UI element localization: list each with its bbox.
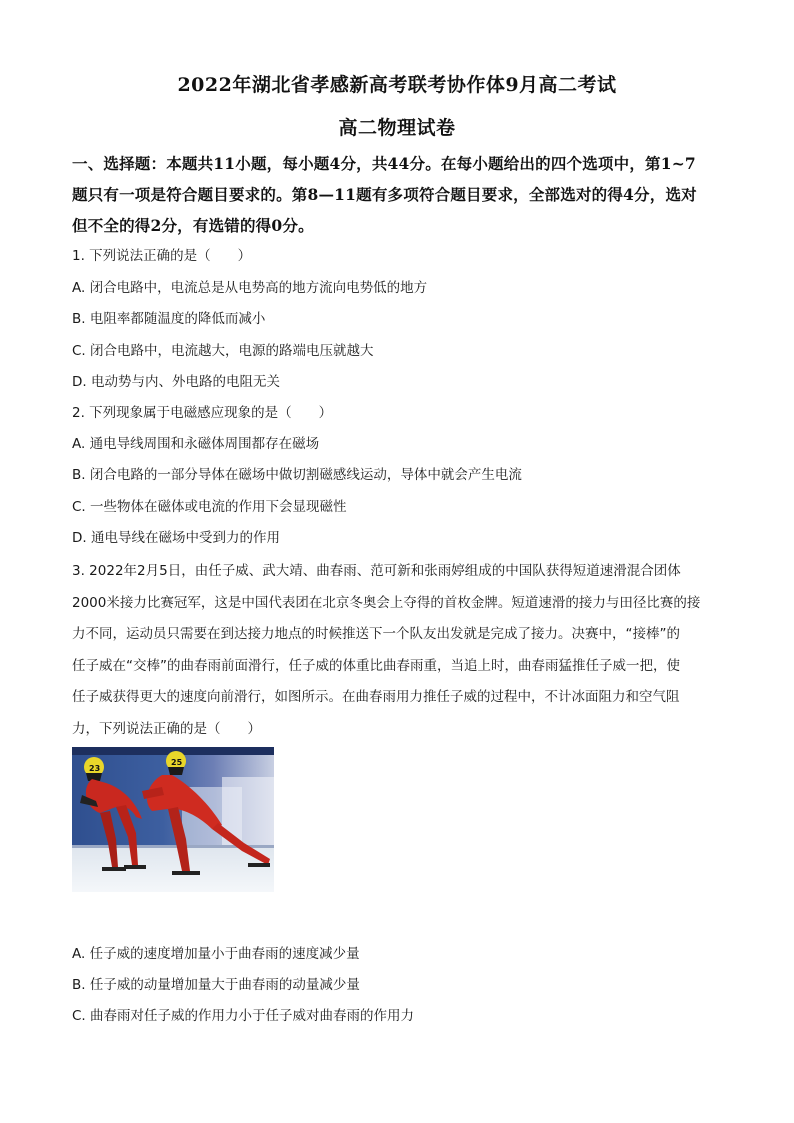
q1-option-a: A. 闭合电路中，电流总是从电势高的地方流向电势低的地方	[72, 280, 428, 296]
skater-number-23: 23	[89, 764, 101, 773]
q3-stem	[72, 556, 724, 745]
q1-option-b: B. 电阻率都随温度的降低而减小	[72, 311, 266, 327]
section-instructions	[72, 148, 724, 241]
q3-line: 任子威在“交棒”的曲春雨前面滑行，任子威的体重比曲春雨重，当追上时，曲春雨猛推任子威一把，使	[72, 657, 680, 674]
q3-option-b: B. 任子威的动量增加量大于曲春雨的动量减少量	[72, 977, 360, 993]
section-line: 一、选择题：本题共11小题，每小题4分，共44分。在每小题给出的四个选项中，第1~7	[72, 154, 696, 173]
q3-option-a: A. 任子威的速度增加量小于曲春雨的速度减少量	[72, 946, 360, 962]
exam-title: 2022年湖北省孝感新高考联考协作体9月高二考试	[177, 74, 617, 96]
q3-line: 任子威获得更大的速度向前滑行，如图所示。在曲春雨用力推任子威的过程中，不计冰面阻力和空气阻	[72, 689, 680, 705]
q3-option-c: C. 曲春雨对任子威的作用力小于任子威对曲春雨的作用力	[72, 1008, 415, 1024]
q2-option-b: B. 闭合电路的一部分导体在磁场中做切割磁感线运动，导体中就会产生电流	[72, 467, 522, 483]
q2-stem: 2. 下列现象属于电磁感应现象的是（ ）	[72, 405, 333, 421]
section-line: 题只有一项是符合题目要求的。第8—11题有多项符合题目要求，全部选对的得4分，选对	[72, 185, 697, 204]
exam-subtitle: 高二物理试卷	[338, 117, 456, 139]
q1-stem: 1. 下列说法正确的是（ ）	[72, 248, 252, 264]
q2-option-d: D. 通电导线在磁场中受到力的作用	[72, 530, 280, 546]
section-line: 但不全的得2分，有选错的得0分。	[72, 216, 314, 235]
speed-skating-photo	[72, 747, 274, 892]
q3-line: 力不同，运动员只需要在到达接力地点的时候推送下一个队友出发就是完成了接力。决赛中，“接棒”的	[72, 626, 680, 642]
q3-line: 2000米接力比赛冠军，这是中国代表团在北京冬奥会上夺得的首枚金牌。短道速滑的接力与田径比赛的接	[72, 594, 701, 611]
q1-option-d: D. 电动势与内、外电路的电阻无关	[72, 374, 280, 390]
q3-line: 力，下列说法正确的是（ ）	[72, 720, 261, 737]
q3-line: 3. 2022年2月5日，由任子威、武大靖、曲春雨、范可新和张雨婷组成的中国队获得短道速滑混合团体	[72, 563, 681, 579]
skater-number-25: 25	[171, 758, 183, 767]
q2-option-a: A. 通电导线周围和永磁体周围都存在磁场	[72, 436, 320, 452]
q1-option-c: C. 闭合电路中，电流越大，电源的路端电压就越大	[72, 343, 374, 359]
q2-option-c: C. 一些物体在磁体或电流的作用下会显现磁性	[72, 499, 347, 515]
